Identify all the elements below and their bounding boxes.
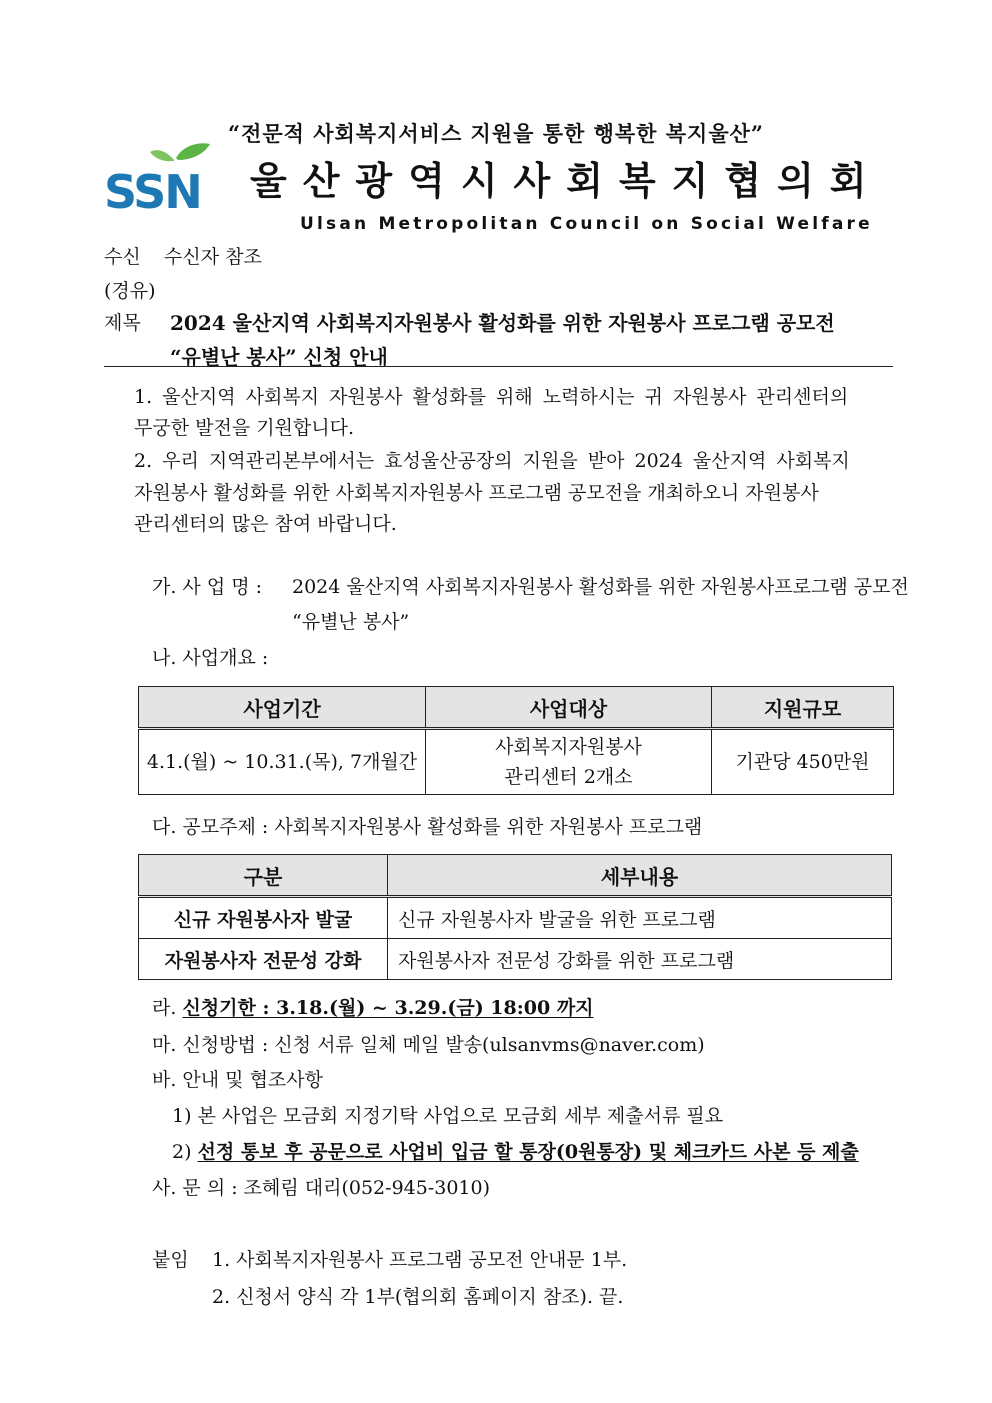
ssn-logo xyxy=(104,140,216,215)
cell-detail: 신규 자원봉사자 발굴을 위한 프로그램 xyxy=(388,897,892,939)
item-ra xyxy=(152,993,594,1020)
item-ra-prefix: 라. xyxy=(152,997,183,1019)
subject-divider xyxy=(104,366,893,367)
submission-notice: 선정 통보 후 공문으로 사업비 입금 할 통장(0원통장) 및 체크카드 사본 등 제출 xyxy=(197,1141,859,1163)
cell-target-line-2: 관리센터 2개소 xyxy=(504,766,633,788)
cell-scale: 기관당 450만원 xyxy=(712,729,894,795)
subject-line-2: “유별난 봉사” 신청 안내 xyxy=(170,345,388,369)
slogan: “전문적 사회복지서비스 지원을 통한 행복한 복지울산” xyxy=(227,121,764,146)
item-da: 다. 공모주제 : 사회복지자원봉사 활성화를 위한 자원봉사 프로그램 xyxy=(152,816,703,838)
attachments-label: 붙임 xyxy=(152,1249,189,1271)
paragraph-2-line-3: 관리센터의 많은 참여 바랍니다. xyxy=(134,513,397,535)
header-detail: 세부내용 xyxy=(388,855,892,897)
item-ga-value-2: “유별난 봉사” xyxy=(292,611,410,633)
org-name: 울산광역시사회복지협의회 xyxy=(250,158,883,203)
item-ba: 바. 안내 및 협조사항 xyxy=(152,1069,323,1091)
attachment-item-2: 2. 신청서 양식 각 1부(협의회 홈페이지 참조). 끝. xyxy=(212,1286,624,1308)
paragraph-1-line-2: 무궁한 발전을 기원합니다. xyxy=(134,417,355,439)
table-row xyxy=(139,939,892,980)
cell-target-line-1: 사회복지자원봉사 xyxy=(495,736,642,758)
cell-category: 자원봉사자 전문성 강화 xyxy=(139,939,388,980)
via: (경유) xyxy=(104,280,156,302)
paragraph-2-line-1: 2. 우리 지역관리본부에서는 효성울산공장의 지원을 받아 2024 울산지역 사회복지 xyxy=(134,450,850,472)
paragraph-2-line-2: 자원봉사 활성화를 위한 사회복지자원봉사 프로그램 공모전을 개최하오니 자원봉사 xyxy=(134,482,819,504)
theme-table xyxy=(138,854,892,980)
subject-line-1: 2024 울산지역 사회복지자원봉사 활성화를 위한 자원봉사 프로그램 공모전 xyxy=(170,311,835,335)
overview-table xyxy=(138,686,894,795)
item-ba-2 xyxy=(172,1137,859,1164)
attachment-item-1: 1. 사회복지자원봉사 프로그램 공모전 안내문 1부. xyxy=(212,1249,628,1271)
item-ba-2-prefix: 2) xyxy=(172,1141,198,1163)
cell-detail: 자원봉사자 전문성 강화를 위한 프로그램 xyxy=(388,939,892,980)
header-scale: 지원규모 xyxy=(712,687,894,729)
recipient-label: 수신 xyxy=(104,246,141,268)
cell-category: 신규 자원봉사자 발굴 xyxy=(139,897,388,939)
logo-text: SSN xyxy=(104,165,201,215)
table-row xyxy=(139,897,892,939)
header-period: 사업기간 xyxy=(139,687,426,729)
recipient-value: 수신자 참조 xyxy=(164,246,262,268)
item-sa: 사. 문 의 : 조혜림 대리(052-945-3010) xyxy=(152,1177,491,1199)
leaf-icon xyxy=(150,150,174,161)
leaf-icon xyxy=(176,143,210,160)
header-target: 사업대상 xyxy=(426,687,712,729)
cell-period: 4.1.(월) ~ 10.31.(목), 7개월간 xyxy=(139,729,426,795)
paragraph-1-line-1: 1. 울산지역 사회복지 자원봉사 활성화를 위해 노력하시는 귀 자원봉사 관리센터의 xyxy=(134,386,849,408)
cell-target xyxy=(426,729,712,795)
item-ga-value: 2024 울산지역 사회복지자원봉사 활성화를 위한 자원봉사프로그램 공모전 xyxy=(292,576,909,598)
deadline: 신청기한 : 3.18.(월) ~ 3.29.(금) 18:00 까지 xyxy=(182,997,594,1019)
header-category: 구분 xyxy=(139,855,388,897)
org-name-english: Ulsan Metropolitan Council on Social Welfare xyxy=(300,214,873,234)
item-ba-1: 1) 본 사업은 모금회 지정기탁 사업으로 모금회 세부 제출서류 필요 xyxy=(172,1105,724,1127)
table-row xyxy=(139,729,894,795)
item-ma: 마. 신청방법 : 신청 서류 일체 메일 발송(ulsanvms@naver.com) xyxy=(152,1034,705,1056)
item-na: 나. 사업개요 : xyxy=(152,647,269,669)
item-ga-label: 가. 사 업 명 : xyxy=(152,576,263,598)
subject-label: 제목 xyxy=(104,312,141,334)
